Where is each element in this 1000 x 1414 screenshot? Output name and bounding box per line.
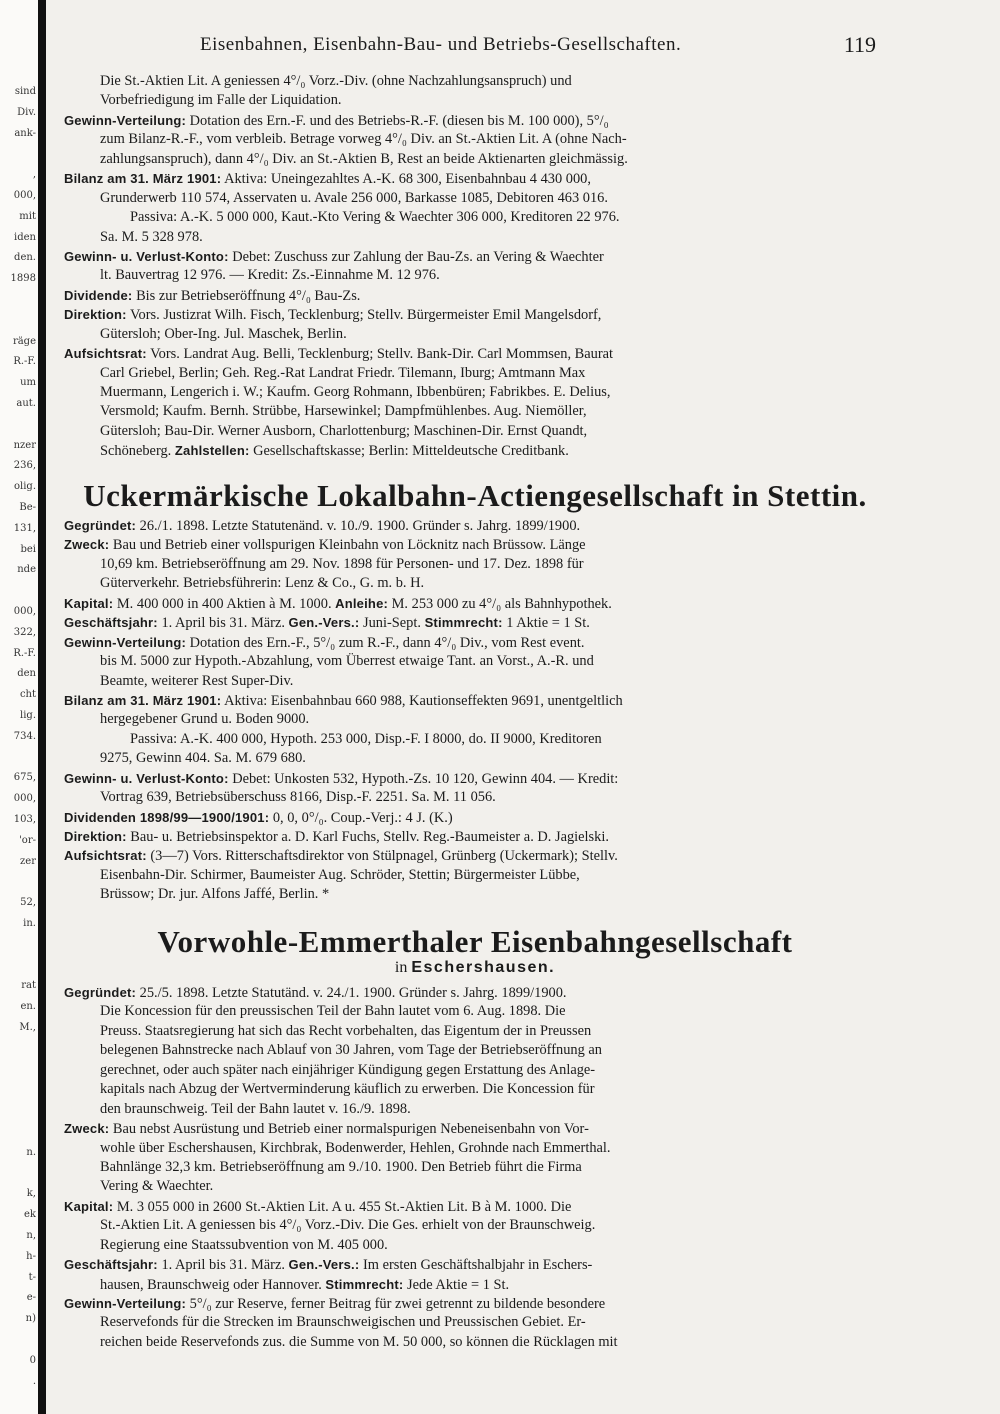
- margin-fragment: h-: [26, 1250, 36, 1262]
- text-line: [64, 1333, 886, 1352]
- margin-fragment: iden: [14, 231, 36, 243]
- text-line: [64, 788, 886, 807]
- margin-fragment: n.: [26, 1146, 36, 1158]
- field-text: Bahnlänge 32,3 km. Betriebseröffnung am 9./10. 1900. Den Betrieb führt die Firma: [100, 1158, 582, 1175]
- text-line: [64, 1139, 886, 1158]
- field-text: Debet: Unkosten 532, Hypoth.-Zs. 10 120, Gewinn 404. — Kredit:: [228, 770, 619, 787]
- field-text: Bau und Betrieb einer vollspurigen Kleinbahn von Löcknitz nach Brüssow. Länge: [109, 537, 586, 554]
- margin-fragment: 000,: [13, 190, 36, 201]
- margin-fragment: [2, 1124, 36, 1140]
- section-vorwohle: [64, 983, 886, 1352]
- field-label: Gen.-Vers.:: [288, 615, 360, 631]
- field-text: (3—7) Vors. Ritterschaftsdirektor von Stülpnagel, Grünberg (Uckermark); Stellv.: [146, 848, 618, 865]
- margin-fragment: [2, 292, 36, 308]
- text-line: [64, 402, 886, 421]
- margin-fragment: 322,: [13, 626, 36, 638]
- text-line: [64, 1177, 886, 1196]
- margin-fragment: rat: [21, 980, 36, 992]
- field-text: hergegebener Grund u. Boden 9000.: [100, 711, 310, 728]
- margin-fragment: [2, 1062, 36, 1078]
- text-line: [64, 111, 886, 130]
- margin-fragment: [2, 1166, 36, 1182]
- text-line: [64, 364, 886, 383]
- field-label: Gen.-Vers.:: [288, 1257, 360, 1273]
- margin-fragment: 1898: [10, 273, 36, 285]
- field-label: Gewinn- u. Verlust-Konto:: [64, 248, 229, 264]
- field-text: 10,69 km. Betriebseröffnung am 29. Nov. 1898 für Personen- und 17. Dez. 1898 für: [100, 555, 584, 572]
- text-line: [64, 344, 886, 363]
- text-line: [64, 208, 886, 227]
- margin-fragment: nzer: [13, 439, 36, 451]
- margin-fragment: M.,: [19, 1022, 36, 1033]
- field-label: Gewinn-Verteilung:: [64, 112, 187, 128]
- field-text: Passiva: A.-K. 400 000, Hypoth. 253 000, Disp.-F. I 8000, do. II 9000, Kreditoren: [130, 730, 602, 747]
- text-line: [64, 594, 886, 613]
- field-text: Güterverkehr. Betriebsführerin: Lenz & Co., G. m. b. H.: [100, 575, 425, 592]
- margin-fragment: [2, 313, 36, 329]
- margin-fragment: R.-F.: [13, 647, 36, 659]
- seat-prefix: in: [394, 959, 408, 976]
- field-text: Bis zur Betriebseröffnung 4°/₀ Bau-Zs.: [132, 287, 361, 304]
- field-text: zahlungsanspruch), dann 4°/₀ Div. an St.-Aktien B, Rest an beide Aktienarten gleichmässig.: [100, 150, 628, 167]
- field-text: 25./5. 1898. Letzte Statutänd. v. 24./1. 1900. Gründer s. Jahrg. 1899/1900.: [136, 985, 567, 1001]
- text-line: [64, 1255, 886, 1274]
- text-line: [64, 1022, 886, 1041]
- margin-fragment: sind: [14, 86, 36, 97]
- margin-fragment: bei: [20, 543, 36, 555]
- margin-fragment: [2, 583, 36, 599]
- text-line: [64, 441, 886, 460]
- text-line: [64, 1061, 886, 1080]
- field-text: Regierung eine Staatssubvention von M. 405 000.: [100, 1236, 388, 1253]
- field-label: Stimmrecht:: [424, 615, 503, 631]
- margin-fragment: olig.: [14, 481, 36, 493]
- field-text: St.-Aktien Lit. A geniessen bis 4°/₀ Vorz.-Div. Die Ges. erhielt von der Braunschweig.: [100, 1217, 596, 1234]
- page-header: [80, 30, 880, 60]
- field-text: Gütersloh; Ober-Ing. Jul. Maschek, Berlin.: [100, 325, 347, 342]
- margin-fragment: zer: [20, 855, 36, 867]
- field-text: Dotation des Ern.-F. und des Betriebs-R.-F. (diesen bis M. 100 000), 5°/₀: [186, 112, 609, 129]
- field-label: Gegründet:: [64, 518, 137, 533]
- margin-fragment: aut.: [16, 398, 36, 409]
- text-line: [64, 169, 886, 188]
- company-heading-uckermaerkische: Uckermärkische Lokalbahn-Actiengesellschaft in Stettin.: [83, 478, 867, 513]
- text-line: [64, 1080, 886, 1099]
- field-label: Zweck:: [64, 1121, 110, 1137]
- margin-fragment: in.: [23, 918, 36, 929]
- text-line: [64, 91, 886, 110]
- margin-fragment: [2, 1082, 36, 1098]
- text-line: [64, 286, 886, 305]
- text-line: [64, 866, 886, 885]
- text-line: [64, 983, 886, 1002]
- field-label: Geschäftsjahr:: [64, 1257, 158, 1273]
- text-line: [64, 885, 886, 904]
- page-number: 119: [843, 32, 876, 57]
- text-line: [64, 72, 886, 91]
- margin-fragment: den.: [14, 252, 36, 264]
- field-text: 1. April bis 31. März.: [157, 615, 289, 632]
- field-text: 26./1. 1898. Letzte Statutenänd. v. 10./9. 1900. Gründer s. Jahrg. 1899/1900.: [136, 518, 581, 534]
- field-text: Aktiva: Eisenbahnbau 660 988, Kautionseffekten 9691, unentgeltlich: [221, 692, 623, 709]
- field-text: kapitals nach Abzug der Wertverminderung käuflich zu erwerben. Die Koncession für: [100, 1081, 595, 1098]
- field-text: Bau nebst Ausrüstung und Betrieb einer normalspurigen Nebeneisenbahn von Vor-: [109, 1121, 589, 1138]
- adjacent-page-margin: [0, 0, 39, 1414]
- margin-fragment: k,: [26, 1188, 36, 1200]
- field-text: wohle über Eschershausen, Kirchbrak, Bodenwerder, Hehlen, Grohnde nach Emmerthal.: [100, 1139, 611, 1156]
- company-seat: [64, 959, 886, 977]
- text-line: [64, 1158, 886, 1177]
- text-line: [64, 1216, 886, 1235]
- field-label: Gegründet:: [64, 985, 137, 1000]
- field-label: Direktion:: [64, 307, 127, 323]
- margin-fragment: 000,: [13, 793, 36, 805]
- field-label: Gewinn- u. Verlust-Konto:: [64, 770, 229, 786]
- field-text: Vortrag 639, Betriebsüberschuss 8166, Disp.-F. 2251. Sa. M. 11 056.: [100, 789, 496, 806]
- margin-fragment: t-: [28, 1271, 36, 1283]
- field-text: Juni-Sept.: [359, 615, 425, 632]
- text-line: [64, 1275, 886, 1294]
- field-text: Die Koncession für den preussischen Teil der Bahn lautet vom 6. Aug. 1898. Die: [100, 1003, 566, 1020]
- field-label: Direktion:: [64, 829, 127, 844]
- margin-fragment: 675,: [13, 772, 36, 784]
- text-line: [64, 266, 886, 285]
- margin-fragment: [2, 417, 36, 433]
- margin-fragment: ,: [32, 169, 36, 181]
- margin-fragment: [2, 1103, 36, 1119]
- field-text: Passiva: A.-K. 5 000 000, Kaut.-Kto Vering & Waechter 306 000, Kreditoren 22 976.: [130, 209, 620, 226]
- field-text: gerechnet, oder auch später nach einjähriger Kündigung gegen Erstattung des Anlage-: [100, 1061, 596, 1078]
- field-text: den braunschweig. Teil der Bahn lautet v. 16./9. 1898.: [100, 1100, 411, 1117]
- field-label: Stimmrecht:: [325, 1276, 404, 1292]
- field-text: Beamte, weiterer Rest Super-Div.: [100, 672, 294, 689]
- text-line: [64, 846, 886, 865]
- seat-town: Eschershausen.: [411, 959, 556, 976]
- field-text: zum Bilanz-R.-F., vom verbleib. Betrage vorweg 4°/₀ Div. an St.-Aktien Lit. A (ohne Nach-: [100, 131, 627, 148]
- margin-fragment: R.-F.: [13, 356, 36, 368]
- margin-fragment: [2, 1332, 36, 1348]
- field-text: M. 3 055 000 in 2600 St.-Aktien Lit. A u. 455 St.-Aktien Lit. B à M. 1000. Die: [113, 1198, 572, 1215]
- field-label: Geschäftsjahr:: [64, 615, 158, 631]
- field-text: Vorbefriedigung im Falle der Liquidation.: [100, 92, 342, 109]
- field-label: Kapital:: [64, 595, 114, 611]
- margin-fragment: en.: [20, 1001, 36, 1013]
- section-uckermaerkische: [64, 516, 886, 905]
- text-line: [64, 574, 886, 593]
- field-text: Preuss. Staatsregierung hat sich das Recht vorbehalten, das Eigentum der in Preussen: [100, 1022, 592, 1039]
- field-text: Muermann, Lengerich i. W.; Kaufm. Georg Rohmann, Ibbenbüren; Fabrikbes. E. Delius,: [100, 384, 611, 400]
- text-line: [64, 150, 886, 169]
- field-text: 0, 0, 0°/₀. Coup.-Verj.: 4 J. (K.): [269, 809, 453, 826]
- margin-fragment: ek: [24, 1209, 36, 1221]
- field-text: bis M. 5000 zur Hypoth.-Abzahlung, vom Überrest etwaige Tant. an Vorst., A.-R. und: [100, 653, 594, 670]
- text-line: [64, 808, 886, 827]
- field-label: Zweck:: [64, 537, 110, 553]
- margin-fragment: ank-: [14, 127, 36, 139]
- margin-fragment: [2, 1041, 36, 1057]
- text-line: [64, 1313, 886, 1332]
- field-text: 5°/₀ zur Reserve, ferner Beitrag für zwei getrennt zu bildende besondere: [186, 1296, 606, 1312]
- margin-fragment: Be-: [19, 502, 36, 513]
- field-text: Vering & Waechter.: [100, 1178, 214, 1195]
- field-label: Gewinn-Verteilung:: [64, 634, 187, 650]
- text-line: [64, 1100, 886, 1119]
- margin-fragment: räge: [12, 335, 36, 347]
- text-line: [64, 228, 886, 247]
- margin-fragment: lig.: [20, 710, 36, 721]
- field-text: reichen beide Reservefonds zus. die Summe von M. 50 000, so können die Rücklagen mit: [100, 1333, 618, 1350]
- field-text: Die St.-Aktien Lit. A geniessen 4°/₀ Vorz.-Div. (ohne Nachzahlungsanspruch) und: [100, 73, 572, 89]
- margin-fragment: nde: [17, 564, 36, 576]
- field-text: Debet: Zuschuss zur Zahlung der Bau-Zs. an Vering & Waechter: [228, 248, 604, 265]
- margin-fragment: 131,: [13, 522, 36, 534]
- field-label: Gewinn-Verteilung:: [64, 1296, 187, 1311]
- field-text: Versmold; Kaufm. Bernh. Strübbe, Harsewinkel; Dampfmühlenbes. Aug. Niemöller,: [100, 403, 587, 420]
- margin-fragment: [2, 750, 36, 766]
- text-line: [64, 422, 886, 441]
- text-line: [64, 1294, 886, 1313]
- field-label: Aufsichtsrat:: [64, 848, 147, 864]
- text-line: [64, 691, 886, 710]
- margin-fragment: n): [25, 1313, 36, 1325]
- text-line: [64, 1197, 886, 1216]
- text-line: [64, 189, 886, 208]
- margin-fragment: mit: [19, 210, 36, 222]
- field-text: M. 400 000 in 400 Aktien à M. 1000.: [113, 595, 336, 612]
- field-text: M. 253 000 zu 4°/₀ als Bahnhypothek.: [388, 595, 612, 612]
- field-text: Bau- u. Betriebsinspektor a. D. Karl Fuchs, Stellv. Reg.-Baumeister a. D. Jagielski.: [126, 829, 609, 845]
- text-line: [64, 613, 886, 632]
- text-line: [64, 555, 886, 574]
- margin-fragment: 'or-: [19, 834, 36, 846]
- margin-fragment: .: [32, 1375, 36, 1387]
- margin-fragment: cht: [19, 689, 36, 701]
- text-line: [64, 1119, 886, 1138]
- field-text: Gesellschaftskasse; Berlin: Mitteldeutsche Creditbank.: [249, 443, 569, 460]
- text-line: [64, 535, 886, 554]
- text-line: [64, 305, 886, 324]
- margin-fragment: [2, 874, 36, 890]
- text-line: [64, 383, 886, 402]
- field-text: Jede Aktie = 1 St.: [403, 1276, 510, 1293]
- company-heading-vorwohle: Vorwohle-Emmerthaler Eisenbahngesellschaft: [157, 924, 793, 959]
- field-text: Eisenbahn-Dir. Schirmer, Baumeister Aug. Schröder, Stettin; Bürgermeister Lübbe,: [100, 866, 580, 883]
- field-label: Anleihe:: [335, 595, 389, 611]
- margin-fragment: 103,: [13, 814, 36, 825]
- field-text: Sa. M. 5 328 978.: [100, 228, 203, 245]
- field-label: Bilanz am 31. März 1901:: [64, 692, 222, 708]
- field-label: Zahlstellen:: [174, 443, 250, 459]
- field-text: belegenen Bahnstrecke nach Ablauf von 30 Jahren, vom Tage der Betriebseröffnung an: [100, 1042, 602, 1059]
- text-line: [64, 1002, 886, 1021]
- text-line: [64, 652, 886, 671]
- margin-fragment: um: [20, 377, 36, 389]
- field-text: Grunderwerb 110 574, Asservaten u. Avale 256 000, Barkasse 1085, Debitoren 463 016.: [100, 189, 608, 206]
- text-line: [64, 749, 886, 768]
- field-text: Im ersten Geschäftshalbjahr in Eschers-: [359, 1257, 593, 1274]
- text-line: [64, 516, 886, 535]
- margin-fragment: e-: [26, 1292, 36, 1304]
- text-line: [64, 769, 886, 788]
- margin-fragment: [2, 937, 36, 953]
- field-label: Dividenden 1898/99—1900/1901:: [64, 809, 270, 825]
- margin-fragment: den: [17, 668, 36, 680]
- text-line: [64, 130, 886, 149]
- field-text: 1 Aktie = 1 St.: [502, 615, 590, 632]
- field-text: Schöneberg.: [100, 443, 175, 460]
- text-line: [64, 730, 886, 749]
- margin-fragment: [2, 146, 36, 162]
- text-line: [64, 672, 886, 691]
- field-text: Gütersloh; Bau-Dir. Werner Ausborn, Charlottenburg; Maschinen-Dir. Ernst Quandt,: [100, 422, 588, 439]
- text-line: [64, 325, 886, 344]
- text-line: [64, 1041, 886, 1060]
- field-text: 9275, Gewinn 404. Sa. M. 679 680.: [100, 750, 306, 767]
- field-text: Vors. Landrat Aug. Belli, Tecklenburg; Stellv. Bank-Dir. Carl Mommsen, Baurat: [146, 346, 614, 363]
- margin-fragment: 236,: [13, 460, 36, 472]
- field-text: Brüssow; Dr. jur. Alfons Jaffé, Berlin. *: [100, 886, 330, 903]
- field-text: hausen, Braunschweig oder Hannover.: [100, 1276, 326, 1293]
- margin-fragment: 000,: [13, 606, 36, 617]
- field-text: 1. April bis 31. März.: [157, 1257, 289, 1274]
- margin-fragment: [2, 958, 36, 974]
- margin-fragment: Div.: [17, 106, 36, 118]
- field-text: Dotation des Ern.-F., 5°/₀ zum R.-F., dann 4°/₀ Div., vom Rest event.: [186, 634, 585, 651]
- margin-fragment: 0: [29, 1354, 36, 1366]
- text-line: [64, 1236, 886, 1255]
- field-label: Bilanz am 31. März 1901:: [64, 171, 222, 187]
- margin-fragment: n,: [26, 1230, 36, 1241]
- margin-fragment: 52,: [20, 897, 36, 909]
- field-text: Reservefonds für die Strecken im Braunschweigischen und Preussischen Gebiet. Er-: [100, 1314, 586, 1331]
- field-text: lt. Bauvertrag 12 976. — Kredit: Zs.-Einnahme M. 12 976.: [100, 267, 440, 284]
- field-label: Dividende:: [64, 287, 133, 303]
- section-company-continued: [64, 72, 886, 461]
- field-label: Aufsichtsrat:: [64, 346, 147, 362]
- field-text: Aktiva: Uneingezahltes A.-K. 68 300, Eisenbahnbau 4 430 000,: [221, 171, 591, 188]
- text-line: [64, 247, 886, 266]
- margin-fragment: 734.: [13, 730, 36, 742]
- running-title: Eisenbahnen, Eisenbahn-Bau- und Betriebs-Gesellschaften.: [200, 34, 682, 55]
- field-text: Vors. Justizrat Wilh. Fisch, Tecklenburg; Stellv. Bürgermeister Emil Mangelsdorf,: [126, 307, 602, 324]
- text-line: [64, 827, 886, 846]
- field-label: Kapital:: [64, 1198, 114, 1214]
- text-line: [64, 710, 886, 729]
- binding-shadow: [38, 0, 46, 1414]
- text-line: [64, 633, 886, 652]
- field-text: Carl Griebel, Berlin; Geh. Reg.-Rat Landrat Friedr. Tilemann, Iburg; Amtmann Max: [100, 364, 586, 381]
